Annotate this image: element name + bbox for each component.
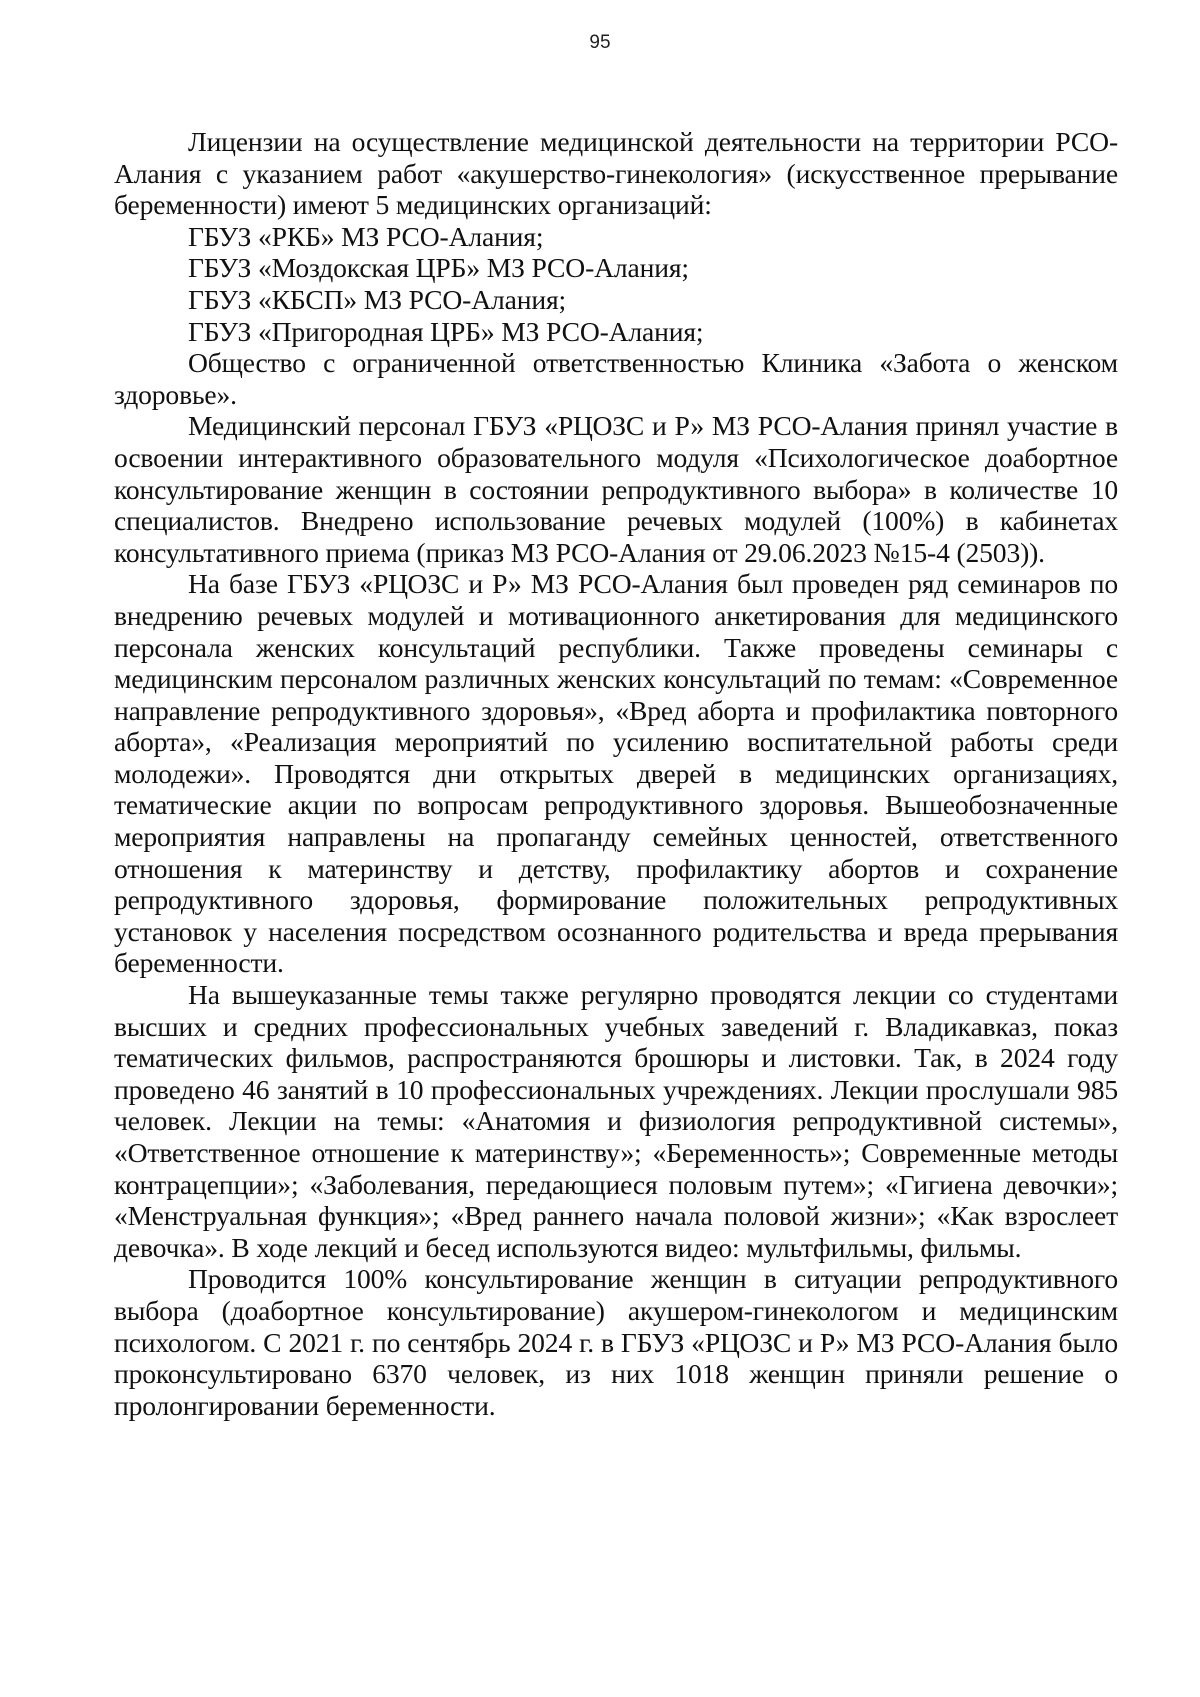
list-item-mozdok-crb: ГБУЗ «Моздокская ЦРБ» МЗ РСО-Алания; (188, 252, 689, 284)
document-body (114, 126, 1118, 1421)
list-item-prigorodnaya-crb: ГБУЗ «Пригородная ЦРБ» МЗ РСО-Алания; (188, 315, 704, 347)
paragraph-counseling-results: Проводится 100% консультирование женщин в ситуации репродуктивного выбора (доабортное консультирование) акушером-гинекологом и медицинским психологом. С 2021 г. по сентябрь 2024 г. в ГБУЗ «РЦОЗС и Р» МЗ РСО-Алания было проконсультировано 6370 человек, из них 1018 женщин приняли решение о пролонгировании беременности. (114, 1263, 1118, 1421)
page-number: 95 (589, 32, 611, 53)
paragraph-staff-training: Медицинский персонал ГБУЗ «РЦОЗС и Р» МЗ РСО-Алания принял участие в освоении интерактивного образовательного модуля «Психологическое доабортное консультирование женщин в состоянии репродуктивного выбора» в количестве 10 специалистов. Внедрено использование речевых модулей (100%) в кабинетах консультативного приема (приказ МЗ РСО-Алания от 29.06.2023 №15-4 (2503)). (114, 410, 1118, 568)
paragraph-licenses-intro: Лицензии на осуществление медицинской деятельности на территории РСО-Алания с указанием работ «акушерство-гинекология» (искусственное прерывание беременности) имеют 5 медицинских организаций: (114, 126, 1118, 221)
paragraph-lectures: На вышеуказанные темы также регулярно проводятся лекции со студентами высших и средних профессиональных учебных заведений г. Владикавказ, показ тематических фильмов, распространяются брошюры и листовки. Так, в 2024 году проведено 46 занятий в 10 профессиональных учреждениях. Лекции прослушали 985 человек. Лекции на темы: «Анатомия и физиология репродуктивной системы», «Ответственное отношение к материнству»; «Беременность»; Современные методы контрацепции»; «Заболевания, передающиеся половым путем»; «Гигиена девочки»; «Менструальная функция»; «Вред раннего начала половой жизни»; «Как взрослеет девочка». В ходе лекций и бесед используются видео: мультфильмы, фильмы. (114, 979, 1118, 1263)
list-item-clinic-zabota: Общество с ограниченной ответственностью Клиника «Забота о женском здоровье». (114, 347, 1118, 410)
paragraph-seminars: На базе ГБУЗ «РЦОЗС и Р» МЗ РСО-Алания был проведен ряд семинаров по внедрению речевых модулей и мотивационного анкетирования для медицинского персонала женских консультаций республики. Также проведены семинары с медицинским персоналом различных женских консультаций по темам: «Современное направление репродуктивного здоровья», «Вред аборта и профилактика повторного аборта», «Реализация мероприятий по усилению воспитательной работы среди молодежи». Проводятся дни открытых дверей в медицинских организациях, тематические акции по вопросам репродуктивного здоровья. Вышеобозначенные мероприятия направлены на пропаганду семейных ценностей, ответственного отношения к материнству и детству, профилактику абортов и сохранение репродуктивного здоровья, формирование положительных репродуктивных установок у населения посредством осознанного родительства и вреда прерывания беременности. (114, 568, 1118, 979)
list-item-kbsp: ГБУЗ «КБСП» МЗ РСО-Алания; (188, 283, 567, 315)
list-item-rkb: ГБУЗ «РКБ» МЗ РСО-Алания; (188, 220, 544, 252)
